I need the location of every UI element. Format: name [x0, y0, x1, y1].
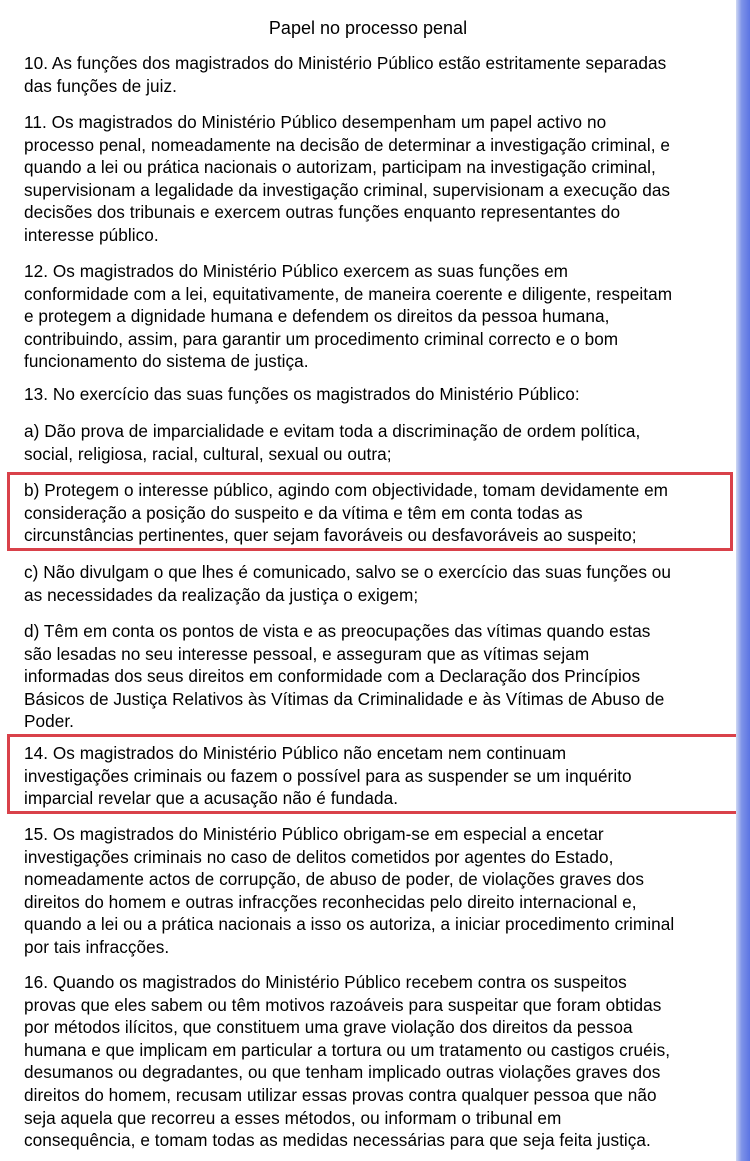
text-line: conformidade com a lei, equitativamente, de maneira coerente e diligente, respeitam: [24, 283, 673, 304]
paragraph-12: [24, 260, 734, 373]
text-line: b) Protegem o interesse público, agindo com objectividade, tomam devidamente em: [24, 480, 669, 500]
paragraph-16: [24, 971, 734, 1152]
text-line: supervisionam a legalidade da investigação criminal, supervisionam a execução das: [24, 179, 671, 200]
text-line: quando a lei ou prática nacionais o autorizam, participam na investigação criminal,: [24, 157, 656, 178]
text-line: provas que eles sabem ou têm motivos razoáveis para suspeitar que foram obtidas: [24, 994, 662, 1015]
text-line: e protegem a dignidade humana e defendem os direitos da pessoa humana,: [24, 306, 610, 327]
text-line: 13. No exercício das suas funções os magistrados do Ministério Público:: [24, 384, 580, 404]
text-line: por métodos ilícitos, que constituem uma grave violação dos direitos da pessoa: [24, 1017, 633, 1038]
text-line: 14. Os magistrados do Ministério Público não encetam nem continuam: [24, 743, 567, 763]
paragraph-13b: [24, 479, 734, 547]
text-line: interesse público.: [24, 224, 159, 245]
text-line: investigações criminais ou fazem o possível para as suspender se um inquérito: [24, 765, 632, 786]
text-line: consideração a posição do suspeito e da vítima e têm em conta todas as: [24, 502, 583, 523]
text-line: humana e que implicam em particular a tortura ou um tratamento ou castigos cruéis,: [24, 1039, 671, 1060]
paragraph-11: [24, 111, 734, 247]
text-line: a) Dão prova de imparcialidade e evitam toda a discriminação de ordem política,: [24, 421, 641, 441]
text-line: imparcial revelar que a acusação não é fundada.: [24, 788, 399, 809]
text-line: processo penal, nomeadamente na decisão de determinar a investigação criminal, e: [24, 134, 671, 155]
text-line: Básicos de Justiça Relativos às Vítimas da Criminalidade e às Vítimas de Abuso de: [24, 688, 665, 709]
paragraph-13: [24, 383, 734, 406]
paragraph-14: [24, 742, 734, 810]
text-line: seja aquela que recorreu a esses métodos, ou informam o tribunal em: [24, 1107, 562, 1128]
text-line: Poder.: [24, 711, 74, 732]
paragraph-10: [24, 52, 734, 97]
text-line: decisões dos tribunais e exercem outras funções enquanto representantes do: [24, 202, 621, 223]
text-line: 10. As funções dos magistrados do Ministério Público estão estritamente separadas: [24, 53, 667, 73]
text-line: são lesadas no seu interesse pessoal, e asseguram que as vítimas sejam: [24, 643, 590, 664]
text-line: contribuindo, assim, para garantir um procedimento criminal correcto e o bom: [24, 328, 619, 349]
paragraph-13a: [24, 420, 734, 465]
text-line: 16. Quando os magistrados do Ministério Público recebem contra os suspeitos: [24, 972, 627, 992]
paragraph-13d: [24, 620, 734, 733]
text-line: direitos do homem, recusam utilizar essas provas contra qualquer pessoa que não: [24, 1084, 657, 1105]
text-line: circunstâncias pertinentes, quer sejam favoráveis ou desfavoráveis ao suspeito;: [24, 525, 637, 546]
text-line: 15. Os magistrados do Ministério Público obrigam-se em especial a encetar: [24, 824, 604, 844]
text-line: funcionamento do sistema de justiça.: [24, 351, 309, 372]
window-right-edge: [736, 0, 750, 1161]
text-line: desumanos ou degradantes, ou que tenham implicado outras violações graves dos: [24, 1062, 661, 1083]
text-line: consequência, e tomam todas as medidas necessárias para que seja feita justiça.: [24, 1130, 651, 1151]
text-line: c) Não divulgam o que lhes é comunicado, salvo se o exercício das suas funções ou: [24, 562, 672, 582]
text-line: 12. Os magistrados do Ministério Público exercem as suas funções em: [24, 261, 569, 281]
text-line: quando a lei ou a prática nacionais a isso os autoriza, a iniciar procedimento criminal: [24, 914, 675, 935]
text-line: direitos do homem e outras infracções reconhecidas pelo direito internacional e,: [24, 891, 637, 912]
text-line: social, religiosa, racial, cultural, sexual ou outra;: [24, 443, 392, 464]
text-line: informadas dos seus direitos em conformidade com a Declaração dos Princípios: [24, 666, 641, 687]
text-line: por tais infracções.: [24, 936, 170, 957]
text-line: nomeadamente actos de corrupção, de abuso de poder, de violações graves dos: [24, 869, 645, 890]
text-line: as necessidades da realização da justiça o exigem;: [24, 584, 419, 605]
paragraph-15: [24, 823, 734, 959]
page-title: Papel no processo penal: [268, 18, 468, 38]
text-line: investigações criminais no caso de delitos cometidos por agentes do Estado,: [24, 846, 614, 867]
text-line: 11. Os magistrados do Ministério Público desempenham um papel activo no: [24, 112, 607, 132]
paragraph-13c: [24, 561, 734, 606]
text-line: das funções de juiz.: [24, 75, 177, 96]
text-line: d) Têm em conta os pontos de vista e as preocupações das vítimas quando estas: [24, 621, 651, 641]
